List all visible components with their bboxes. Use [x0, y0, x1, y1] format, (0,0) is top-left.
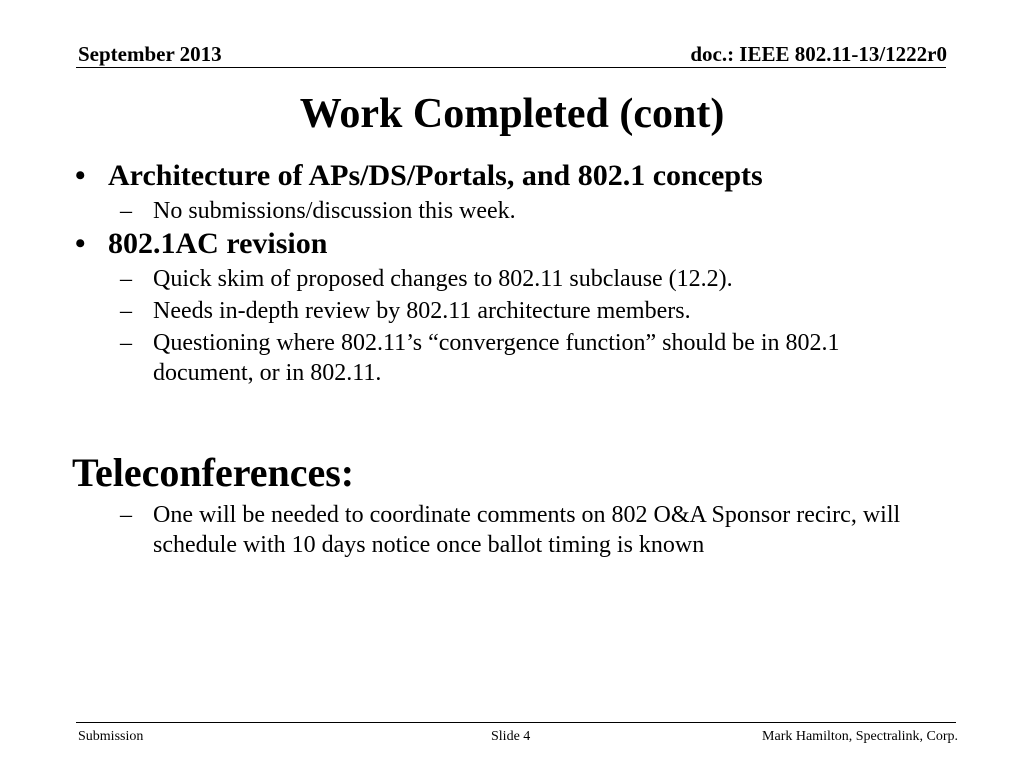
footer-divider [76, 722, 956, 723]
sub-bullet-no-submissions [0, 196, 1024, 226]
slide-body [0, 158, 1024, 560]
bullet-architecture [0, 158, 1024, 194]
dash-marker: – [120, 298, 132, 324]
bullet-marker: • [75, 227, 86, 260]
sub-bullet-text: Needs in-depth review by 802.11 architecture members. [153, 298, 691, 324]
sub-bullet-text: Questioning where 802.11’s “convergence function” should be in 802.1 document, or in 802.11. [153, 330, 840, 386]
sub-bullet-text: No submissions/discussion this week. [153, 198, 516, 224]
sub-bullet-quick-skim [0, 264, 1024, 294]
sub-bullet-convergence-function [0, 328, 1024, 388]
footer-submission: Submission [78, 729, 144, 744]
dash-marker: – [120, 330, 132, 356]
bullet-text: Architecture of APs/DS/Portals, and 802.1 concepts [108, 159, 763, 192]
header-divider [76, 67, 946, 68]
teleconferences-heading: Teleconferences: [72, 450, 355, 495]
bullet-marker: • [75, 159, 86, 192]
header-date: September 2013 [78, 42, 222, 66]
dash-marker: – [120, 198, 132, 224]
bullet-802-1ac-revision [0, 226, 1024, 262]
header-doc-id: doc.: IEEE 802.11-13/1222r0 [690, 42, 947, 66]
slide-title: Work Completed (cont) [299, 91, 725, 137]
sub-bullet-text: Quick skim of proposed changes to 802.11 subclause (12.2). [153, 266, 733, 292]
sub-bullet-in-depth-review [0, 296, 1024, 326]
sub-bullet-text: One will be needed to coordinate comments on 802 O&A Sponsor recirc, will schedule with 10 days notice once ballot timing is known [153, 502, 901, 558]
sub-bullet-teleconference [0, 500, 1024, 560]
dash-marker: – [120, 502, 132, 528]
footer-author: Mark Hamilton, Spectralink, Corp. [762, 729, 958, 744]
dash-marker: – [120, 266, 132, 292]
footer-slide-number: Slide 4 [491, 729, 531, 744]
bullet-text: 802.1AC revision [108, 227, 328, 260]
spacer [0, 388, 1024, 448]
